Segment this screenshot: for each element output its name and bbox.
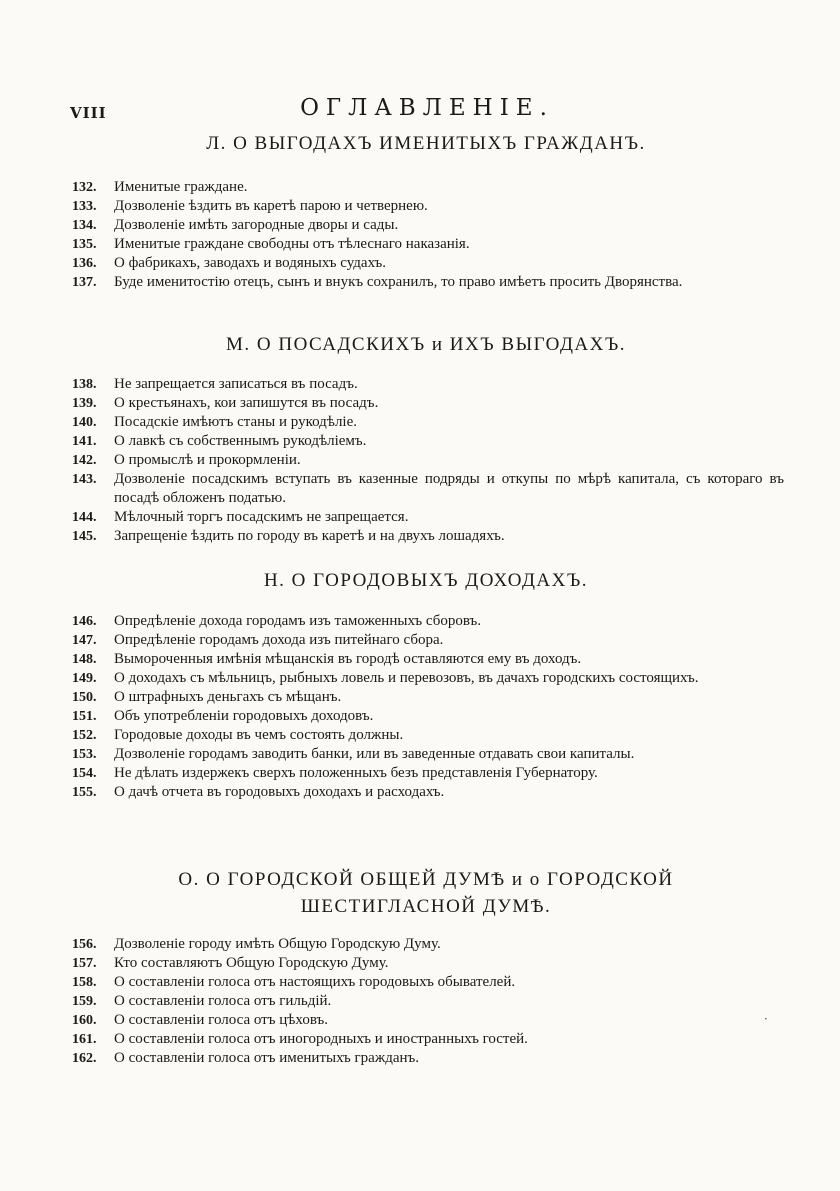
entry-text: О составленіи голоса отъ гильдій. [114,993,332,1009]
toc-entry [72,375,784,394]
entry-number: 150. [72,690,97,705]
entry-number: 159. [72,994,97,1009]
toc-entry [72,394,784,413]
ink-speck: · [764,1012,768,1026]
entry-text: Не дѣлать издержекъ сверхъ положенныхъ безъ представленія Губернатору. [114,765,598,781]
entry-text: Мѣлочный торгъ посадскимъ не запрещается. [114,509,409,525]
toc-entry [72,432,784,451]
entry-text: Дозволеніе имѣть загородные дворы и сады. [114,217,399,233]
entry-number: 132. [72,180,97,195]
section-entries-m [72,375,784,546]
section-heading-m: М. О ПОСАДСКИХЪ и ИХЪ ВЫГОДАХЪ. [225,334,627,355]
section-entries-n [72,612,784,802]
toc-entry [72,235,784,254]
entry-text: Именитые граждане свободны отъ тѣлеснаго наказанія. [114,236,470,252]
entry-text: Дозволеніе посадскимъ вступать въ казенные подряды и откупы по мѣрѣ капитала, съ котораго въ посадѣ обложенъ податью. [114,471,784,506]
toc-entry [72,1030,784,1049]
entry-number: 139. [72,396,97,411]
entry-text: Вымороченныя имѣнія мѣщанскія въ городѣ оставляются ему въ доходъ. [114,651,582,667]
entry-number: 143. [72,472,97,487]
entry-number: 151. [72,709,97,724]
entry-text: Буде именитостію отецъ, сынъ и внукъ сохранилъ, то право имѣетъ просить Дворянства. [114,274,683,290]
toc-entry [72,783,784,802]
toc-entry [72,216,784,235]
entry-text: О фабрикахъ, заводахъ и водяныхъ судахъ. [114,255,387,271]
toc-entry [72,688,784,707]
toc-entry [72,197,784,216]
entry-text: Запрещеніе ѣздить по городу въ каретѣ и на двухъ лошадяхъ. [114,528,505,544]
entry-text: Объ употребленіи городовыхъ доходовъ. [114,708,374,724]
entry-number: 138. [72,377,97,392]
entry-number: 136. [72,256,97,271]
toc-entry [72,178,784,197]
entry-text: О составленіи голоса отъ иногородныхъ и иностранныхъ гостей. [114,1031,528,1047]
entry-text: О лавкѣ съ собственнымъ рукодѣліемъ. [114,433,367,449]
toc-entry [72,508,784,527]
toc-entry [72,470,784,508]
page-title: ОГЛАВЛЕНІЕ. [300,95,554,121]
page-number: VIII [70,104,107,122]
entry-number: 135. [72,237,97,252]
entry-text: Дозволеніе ѣздить въ каретѣ парою и четвернею. [114,198,428,214]
entry-number: 145. [72,529,97,544]
toc-entry [72,254,784,273]
entry-number: 158. [72,975,97,990]
entry-text: Опредѣленіе дохода городамъ изъ таможенныхъ сборовъ. [114,613,482,629]
entry-number: 153. [72,747,97,762]
toc-entry [72,726,784,745]
entry-number: 140. [72,415,97,430]
toc-entry [72,273,784,292]
entry-text: Кто составляютъ Общую Городскую Думу. [114,955,389,971]
entry-text: Именитые граждане. [114,179,248,195]
toc-entry [72,451,784,470]
entry-number: 141. [72,434,97,449]
entry-number: 160. [72,1013,97,1028]
entry-text: Опредѣленіе городамъ дохода изъ питейнаго сбора. [114,632,444,648]
section-heading-o: О. О ГОРОДСКОЙ ОБЩЕЙ ДУМѢ и о ГОРОДСКОЙ ШЕСТИГЛАСНОЙ ДУМѢ. [178,869,674,917]
entry-number: 161. [72,1032,97,1047]
toc-entry [72,707,784,726]
section-heading-l: Л. О ВЫГОДАХЪ ИМЕНИТЫХЪ ГРАЖДАНЪ. [206,133,646,154]
entry-number: 137. [72,275,97,290]
entry-text: О дачѣ отчета въ городовыхъ доходахъ и расходахъ. [114,784,445,800]
entry-number: 148. [72,652,97,667]
toc-entry [72,1049,784,1068]
section-entries-o [72,935,784,1068]
entry-text: Не запрещается записаться въ посадъ. [114,376,358,392]
toc-entry [72,935,784,954]
toc-entry [72,973,784,992]
entry-number: 133. [72,199,97,214]
entry-text: О крестьянахъ, кои запишутся въ посадъ. [114,395,379,411]
section-heading-n: Н. О ГОРОДОВЫХЪ ДОХОДАХЪ. [263,570,589,591]
entry-text: Посадскіе имѣютъ станы и рукодѣліе. [114,414,358,430]
entry-number: 152. [72,728,97,743]
entry-number: 147. [72,633,97,648]
toc-entry [72,1011,784,1030]
toc-entry [72,527,784,546]
toc-entry [72,992,784,1011]
entry-text: О составленіи голоса отъ настоящихъ городовыхъ обывателей. [114,974,516,990]
entry-text: О доходахъ съ мѣльницъ, рыбныхъ ловель и перевозовъ, въ дачахъ городскихъ состоящихъ. [114,670,699,686]
entry-number: 157. [72,956,97,971]
entry-text: О составленіи голоса отъ именитыхъ гражданъ. [114,1050,420,1066]
entry-number: 149. [72,671,97,686]
entry-number: 156. [72,937,97,952]
entry-text: О промыслѣ и прокормленіи. [114,452,301,468]
toc-entry [72,631,784,650]
entry-number: 142. [72,453,97,468]
entry-text: Городовые доходы въ чемъ состоять должны. [114,727,404,743]
entry-text: О составленіи голоса отъ цѣховъ. [114,1012,329,1028]
entry-number: 134. [72,218,97,233]
entry-text: Дозволеніе городу имѣть Общую Городскую Думу. [114,936,441,952]
section-entries-l [72,178,784,292]
entry-text: О штрафныхъ деньгахъ съ мѣщанъ. [114,689,342,705]
entry-number: 154. [72,766,97,781]
entry-number: 144. [72,510,97,525]
toc-entry [72,612,784,631]
toc-entry [72,650,784,669]
entry-number: 146. [72,614,97,629]
toc-entry [72,669,784,688]
entry-number: 155. [72,785,97,800]
entry-text: Дозволеніе городамъ заводить банки, или въ заведенные отдавать свои капиталы. [114,746,635,762]
toc-entry [72,413,784,432]
toc-entry [72,745,784,764]
toc-entry [72,764,784,783]
toc-entry [72,954,784,973]
entry-number: 162. [72,1051,97,1066]
